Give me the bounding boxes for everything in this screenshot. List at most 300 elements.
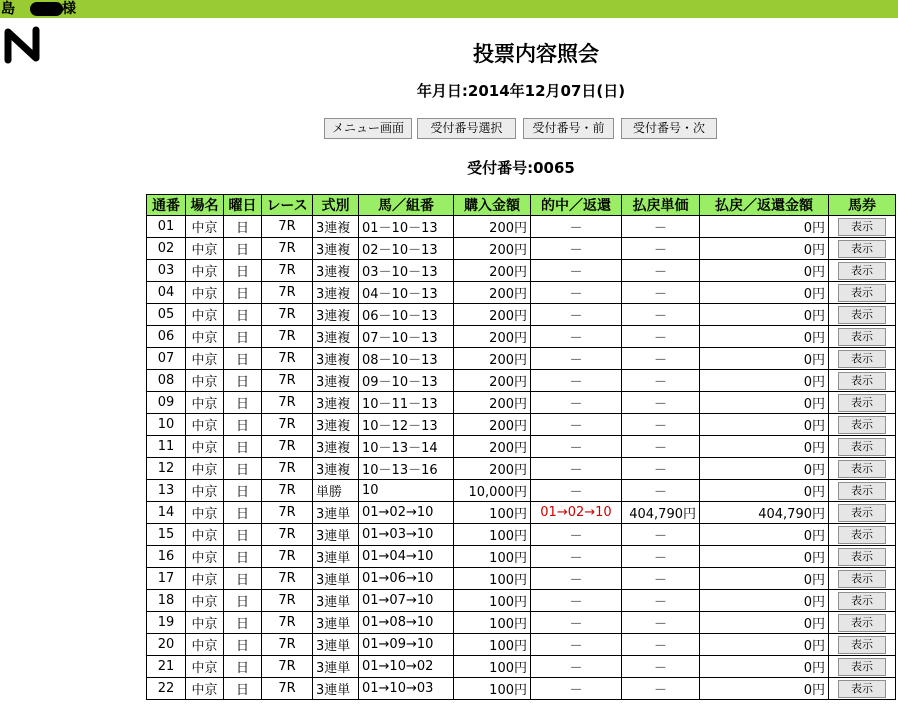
row-number: 17	[147, 568, 186, 590]
bet-type-cell: 3連単	[313, 590, 359, 612]
hit-cell: －	[531, 524, 622, 546]
table-row	[147, 524, 896, 546]
unit-payout-cell: －	[622, 480, 700, 502]
top-bar	[0, 0, 898, 18]
race-cell: 7R	[262, 260, 313, 282]
row-number: 10	[147, 414, 186, 436]
venue-cell: 中京	[186, 414, 224, 436]
bet-type-cell: 3連複	[313, 238, 359, 260]
row-number: 03	[147, 260, 186, 282]
payout-cell: 0円	[700, 634, 829, 656]
table-header-row	[147, 195, 896, 216]
table-row	[147, 502, 896, 524]
unit-payout-cell: －	[622, 590, 700, 612]
column-header: 的中／返還	[531, 195, 622, 216]
table-row	[147, 568, 896, 590]
venue-cell: 中京	[186, 216, 224, 238]
venue-cell: 中京	[186, 348, 224, 370]
column-header: 払戻単価	[622, 195, 700, 216]
table-row	[147, 238, 896, 260]
hit-cell: －	[531, 216, 622, 238]
combination-cell: 01→02→10	[359, 502, 454, 524]
payout-cell: 0円	[700, 568, 829, 590]
venue-cell: 中京	[186, 480, 224, 502]
user-name-suffix: 様	[62, 1, 76, 17]
show-ticket-button[interactable]: 表示	[838, 614, 886, 632]
amount-cell: 200円	[454, 458, 531, 480]
venue-cell: 中京	[186, 634, 224, 656]
menu-button[interactable]: メニュー画面	[324, 118, 412, 139]
combination-cell: 01→07→10	[359, 590, 454, 612]
unit-payout-cell: －	[622, 656, 700, 678]
show-ticket-button[interactable]: 表示	[838, 218, 886, 236]
ticket-cell	[829, 260, 896, 282]
combination-cell: 01→09→10	[359, 634, 454, 656]
column-header: 曜日	[224, 195, 262, 216]
payout-cell: 0円	[700, 238, 829, 260]
race-cell: 7R	[262, 326, 313, 348]
table-row	[147, 348, 896, 370]
day-cell: 日	[224, 546, 262, 568]
show-ticket-button[interactable]: 表示	[838, 658, 886, 676]
row-number: 02	[147, 238, 186, 260]
table-row	[147, 590, 896, 612]
receipt-select-button[interactable]: 受付番号選択	[417, 118, 516, 139]
show-ticket-button[interactable]: 表示	[838, 262, 886, 280]
row-number: 07	[147, 348, 186, 370]
ticket-cell	[829, 656, 896, 678]
ticket-cell	[829, 436, 896, 458]
payout-cell: 0円	[700, 414, 829, 436]
hit-cell: －	[531, 634, 622, 656]
combination-cell: 04－10－13	[359, 282, 454, 304]
show-ticket-button[interactable]: 表示	[838, 460, 886, 478]
user-name-prefix: 島	[1, 1, 15, 17]
payout-cell: 0円	[700, 480, 829, 502]
show-ticket-button[interactable]: 表示	[838, 284, 886, 302]
payout-cell: 0円	[700, 348, 829, 370]
day-cell: 日	[224, 260, 262, 282]
row-number: 12	[147, 458, 186, 480]
race-cell: 7R	[262, 370, 313, 392]
show-ticket-button[interactable]: 表示	[838, 680, 886, 698]
show-ticket-button[interactable]: 表示	[838, 416, 886, 434]
bet-type-cell: 3連単	[313, 524, 359, 546]
table-row	[147, 480, 896, 502]
race-cell: 7R	[262, 304, 313, 326]
hit-cell: －	[531, 590, 622, 612]
race-cell: 7R	[262, 238, 313, 260]
day-cell: 日	[224, 458, 262, 480]
show-ticket-button[interactable]: 表示	[838, 438, 886, 456]
race-cell: 7R	[262, 634, 313, 656]
column-header: 購入金額	[454, 195, 531, 216]
hit-cell: 01→02→10	[531, 502, 622, 524]
bet-type-cell: 3連複	[313, 348, 359, 370]
table-row	[147, 678, 896, 700]
amount-cell: 200円	[454, 392, 531, 414]
amount-cell: 200円	[454, 414, 531, 436]
row-number: 18	[147, 590, 186, 612]
unit-payout-cell: －	[622, 612, 700, 634]
combination-cell: 10－12－13	[359, 414, 454, 436]
table-row	[147, 282, 896, 304]
venue-cell: 中京	[186, 546, 224, 568]
amount-cell: 10,000円	[454, 480, 531, 502]
row-number: 19	[147, 612, 186, 634]
column-header: 馬券	[829, 195, 896, 216]
table-row	[147, 216, 896, 238]
bet-type-cell: 3連複	[313, 392, 359, 414]
hit-cell: －	[531, 370, 622, 392]
receipt-prev-button[interactable]: 受付番号・前	[523, 118, 614, 139]
bet-type-cell: 3連複	[313, 304, 359, 326]
table-row	[147, 326, 896, 348]
hit-cell: －	[531, 546, 622, 568]
hit-cell: －	[531, 392, 622, 414]
show-ticket-button[interactable]: 表示	[838, 350, 886, 368]
show-ticket-button[interactable]: 表示	[838, 482, 886, 500]
day-cell: 日	[224, 656, 262, 678]
row-number: 04	[147, 282, 186, 304]
hit-cell: －	[531, 326, 622, 348]
race-cell: 7R	[262, 678, 313, 700]
row-number: 22	[147, 678, 186, 700]
combination-cell: 02－10－13	[359, 238, 454, 260]
day-cell: 日	[224, 568, 262, 590]
unit-payout-cell: －	[622, 238, 700, 260]
payout-cell: 0円	[700, 678, 829, 700]
unit-payout-cell: －	[622, 326, 700, 348]
hit-cell: －	[531, 436, 622, 458]
column-header: 場名	[186, 195, 224, 216]
venue-cell: 中京	[186, 260, 224, 282]
venue-cell: 中京	[186, 568, 224, 590]
payout-cell: 0円	[700, 282, 829, 304]
race-cell: 7R	[262, 524, 313, 546]
combination-cell: 10－13－14	[359, 436, 454, 458]
unit-payout-cell: －	[622, 568, 700, 590]
payout-cell: 0円	[700, 370, 829, 392]
show-ticket-button[interactable]: 表示	[838, 504, 886, 522]
amount-cell: 100円	[454, 634, 531, 656]
unit-payout-cell: －	[622, 458, 700, 480]
amount-cell: 100円	[454, 656, 531, 678]
bet-type-cell: 3連単	[313, 612, 359, 634]
row-number: 01	[147, 216, 186, 238]
amount-cell: 200円	[454, 238, 531, 260]
column-header: 通番	[147, 195, 186, 216]
day-cell: 日	[224, 480, 262, 502]
hit-cell: －	[531, 678, 622, 700]
venue-cell: 中京	[186, 304, 224, 326]
row-number: 09	[147, 392, 186, 414]
table-row	[147, 392, 896, 414]
amount-cell: 200円	[454, 282, 531, 304]
unit-payout-cell: －	[622, 546, 700, 568]
payout-cell: 0円	[700, 656, 829, 678]
row-number: 06	[147, 326, 186, 348]
table-row	[147, 370, 896, 392]
table-row	[147, 436, 896, 458]
row-number: 05	[147, 304, 186, 326]
show-ticket-button[interactable]: 表示	[838, 240, 886, 258]
venue-cell: 中京	[186, 612, 224, 634]
day-cell: 日	[224, 612, 262, 634]
receipt-next-button[interactable]: 受付番号・次	[621, 118, 717, 139]
day-cell: 日	[224, 370, 262, 392]
unit-payout-cell: －	[622, 436, 700, 458]
race-cell: 7R	[262, 656, 313, 678]
unit-payout-cell: －	[622, 392, 700, 414]
hit-cell: －	[531, 458, 622, 480]
payout-cell: 0円	[700, 458, 829, 480]
show-ticket-button[interactable]: 表示	[838, 636, 886, 654]
date-line: 年月日:2014年12月07日(日)	[416, 82, 626, 100]
hit-cell: －	[531, 282, 622, 304]
venue-cell: 中京	[186, 524, 224, 546]
hit-cell: －	[531, 238, 622, 260]
amount-cell: 200円	[454, 348, 531, 370]
ticket-cell	[829, 480, 896, 502]
ticket-cell	[829, 348, 896, 370]
row-number: 21	[147, 656, 186, 678]
amount-cell: 200円	[454, 436, 531, 458]
unit-payout-cell: －	[622, 282, 700, 304]
venue-cell: 中京	[186, 502, 224, 524]
combination-cell: 07－10－13	[359, 326, 454, 348]
unit-payout-cell: －	[622, 678, 700, 700]
bet-type-cell: 3連複	[313, 458, 359, 480]
payout-cell: 0円	[700, 216, 829, 238]
row-number: 16	[147, 546, 186, 568]
ticket-cell	[829, 612, 896, 634]
payout-cell: 0円	[700, 260, 829, 282]
race-cell: 7R	[262, 612, 313, 634]
combination-cell: 01→06→10	[359, 568, 454, 590]
day-cell: 日	[224, 502, 262, 524]
venue-cell: 中京	[186, 326, 224, 348]
bet-type-cell: 3連複	[313, 282, 359, 304]
hit-cell: －	[531, 304, 622, 326]
amount-cell: 100円	[454, 524, 531, 546]
show-ticket-button[interactable]: 表示	[838, 548, 886, 566]
ticket-cell	[829, 546, 896, 568]
venue-cell: 中京	[186, 590, 224, 612]
bet-type-cell: 3連単	[313, 546, 359, 568]
ticket-cell	[829, 502, 896, 524]
ticket-cell	[829, 282, 896, 304]
combination-cell: 10－13－16	[359, 458, 454, 480]
hit-cell: －	[531, 348, 622, 370]
hit-cell: －	[531, 480, 622, 502]
ticket-cell	[829, 216, 896, 238]
day-cell: 日	[224, 678, 262, 700]
bet-type-cell: 3連単	[313, 656, 359, 678]
bet-type-cell: 3連複	[313, 436, 359, 458]
combination-cell: 01→10→03	[359, 678, 454, 700]
race-cell: 7R	[262, 502, 313, 524]
table-row	[147, 546, 896, 568]
amount-cell: 200円	[454, 326, 531, 348]
amount-cell: 100円	[454, 612, 531, 634]
combination-cell: 01→10→02	[359, 656, 454, 678]
amount-cell: 100円	[454, 568, 531, 590]
hit-cell: －	[531, 568, 622, 590]
day-cell: 日	[224, 326, 262, 348]
table-row	[147, 458, 896, 480]
row-number: 08	[147, 370, 186, 392]
payout-cell: 0円	[700, 392, 829, 414]
race-cell: 7R	[262, 392, 313, 414]
race-cell: 7R	[262, 348, 313, 370]
ticket-cell	[829, 634, 896, 656]
venue-cell: 中京	[186, 392, 224, 414]
unit-payout-cell: －	[622, 634, 700, 656]
payout-cell: 0円	[700, 326, 829, 348]
ticket-cell	[829, 568, 896, 590]
table-row	[147, 260, 896, 282]
ticket-cell	[829, 590, 896, 612]
day-cell: 日	[224, 634, 262, 656]
venue-cell: 中京	[186, 238, 224, 260]
page-title: 投票内容照会	[473, 42, 599, 66]
payout-cell: 0円	[700, 524, 829, 546]
column-header: 馬／組番	[359, 195, 454, 216]
bet-type-cell: 3連複	[313, 260, 359, 282]
unit-payout-cell: －	[622, 304, 700, 326]
race-cell: 7R	[262, 436, 313, 458]
ticket-cell	[829, 678, 896, 700]
ticket-cell	[829, 392, 896, 414]
day-cell: 日	[224, 238, 262, 260]
show-ticket-button[interactable]: 表示	[838, 372, 886, 390]
combination-cell: 01→08→10	[359, 612, 454, 634]
hit-cell: －	[531, 612, 622, 634]
bet-type-cell: 3連複	[313, 414, 359, 436]
amount-cell: 200円	[454, 260, 531, 282]
bet-type-cell: 3連複	[313, 216, 359, 238]
venue-cell: 中京	[186, 436, 224, 458]
day-cell: 日	[224, 304, 262, 326]
payout-cell: 404,790円	[700, 502, 829, 524]
payout-cell: 0円	[700, 590, 829, 612]
day-cell: 日	[224, 524, 262, 546]
day-cell: 日	[224, 590, 262, 612]
ticket-cell	[829, 238, 896, 260]
bet-type-cell: 3連単	[313, 678, 359, 700]
row-number: 13	[147, 480, 186, 502]
hit-cell: －	[531, 656, 622, 678]
amount-cell: 100円	[454, 590, 531, 612]
redacted-user-name	[30, 2, 63, 16]
row-number: 11	[147, 436, 186, 458]
race-cell: 7R	[262, 590, 313, 612]
amount-cell: 200円	[454, 370, 531, 392]
payout-cell: 0円	[700, 612, 829, 634]
day-cell: 日	[224, 282, 262, 304]
hit-cell: －	[531, 260, 622, 282]
show-ticket-button[interactable]: 表示	[838, 526, 886, 544]
bet-type-cell: 3連単	[313, 502, 359, 524]
hit-cell: －	[531, 414, 622, 436]
amount-cell: 100円	[454, 678, 531, 700]
amount-cell: 200円	[454, 304, 531, 326]
row-number: 15	[147, 524, 186, 546]
ticket-cell	[829, 370, 896, 392]
show-ticket-button[interactable]: 表示	[838, 592, 886, 610]
show-ticket-button[interactable]: 表示	[838, 394, 886, 412]
payout-cell: 0円	[700, 436, 829, 458]
show-ticket-button[interactable]: 表示	[838, 328, 886, 346]
column-header: レース	[262, 195, 313, 216]
race-cell: 7R	[262, 480, 313, 502]
amount-cell: 200円	[454, 216, 531, 238]
race-cell: 7R	[262, 458, 313, 480]
show-ticket-button[interactable]: 表示	[838, 570, 886, 588]
row-number: 14	[147, 502, 186, 524]
venue-cell: 中京	[186, 656, 224, 678]
day-cell: 日	[224, 414, 262, 436]
column-header: 払戻／返還金額	[700, 195, 829, 216]
ticket-cell	[829, 414, 896, 436]
unit-payout-cell: 404,790円	[622, 502, 700, 524]
table-row	[147, 656, 896, 678]
unit-payout-cell: －	[622, 524, 700, 546]
combination-cell: 03－10－13	[359, 260, 454, 282]
unit-payout-cell: －	[622, 348, 700, 370]
unit-payout-cell: －	[622, 216, 700, 238]
combination-cell: 01→03→10	[359, 524, 454, 546]
receipt-number: 受付番号:0065	[467, 159, 575, 177]
payout-cell: 0円	[700, 304, 829, 326]
amount-cell: 100円	[454, 546, 531, 568]
venue-cell: 中京	[186, 282, 224, 304]
bet-type-cell: 単勝	[313, 480, 359, 502]
unit-payout-cell: －	[622, 260, 700, 282]
amount-cell: 100円	[454, 502, 531, 524]
combination-cell: 10	[359, 480, 454, 502]
unit-payout-cell: －	[622, 370, 700, 392]
combination-cell: 08－10－13	[359, 348, 454, 370]
combination-cell: 01→04→10	[359, 546, 454, 568]
table-row	[147, 414, 896, 436]
ticket-cell	[829, 304, 896, 326]
row-number: 20	[147, 634, 186, 656]
combination-cell: 10－11－13	[359, 392, 454, 414]
table-row	[147, 612, 896, 634]
bet-type-cell: 3連単	[313, 568, 359, 590]
venue-cell: 中京	[186, 678, 224, 700]
combination-cell: 01－10－13	[359, 216, 454, 238]
day-cell: 日	[224, 436, 262, 458]
day-cell: 日	[224, 348, 262, 370]
combination-cell: 09－10－13	[359, 370, 454, 392]
show-ticket-button[interactable]: 表示	[838, 306, 886, 324]
payout-cell: 0円	[700, 546, 829, 568]
venue-cell: 中京	[186, 458, 224, 480]
bets-table	[146, 194, 896, 700]
race-cell: 7R	[262, 568, 313, 590]
bet-type-cell: 3連複	[313, 326, 359, 348]
table-row	[147, 634, 896, 656]
ticket-cell	[829, 524, 896, 546]
day-cell: 日	[224, 392, 262, 414]
column-header: 式別	[313, 195, 359, 216]
race-cell: 7R	[262, 282, 313, 304]
race-cell: 7R	[262, 414, 313, 436]
bet-type-cell: 3連複	[313, 370, 359, 392]
